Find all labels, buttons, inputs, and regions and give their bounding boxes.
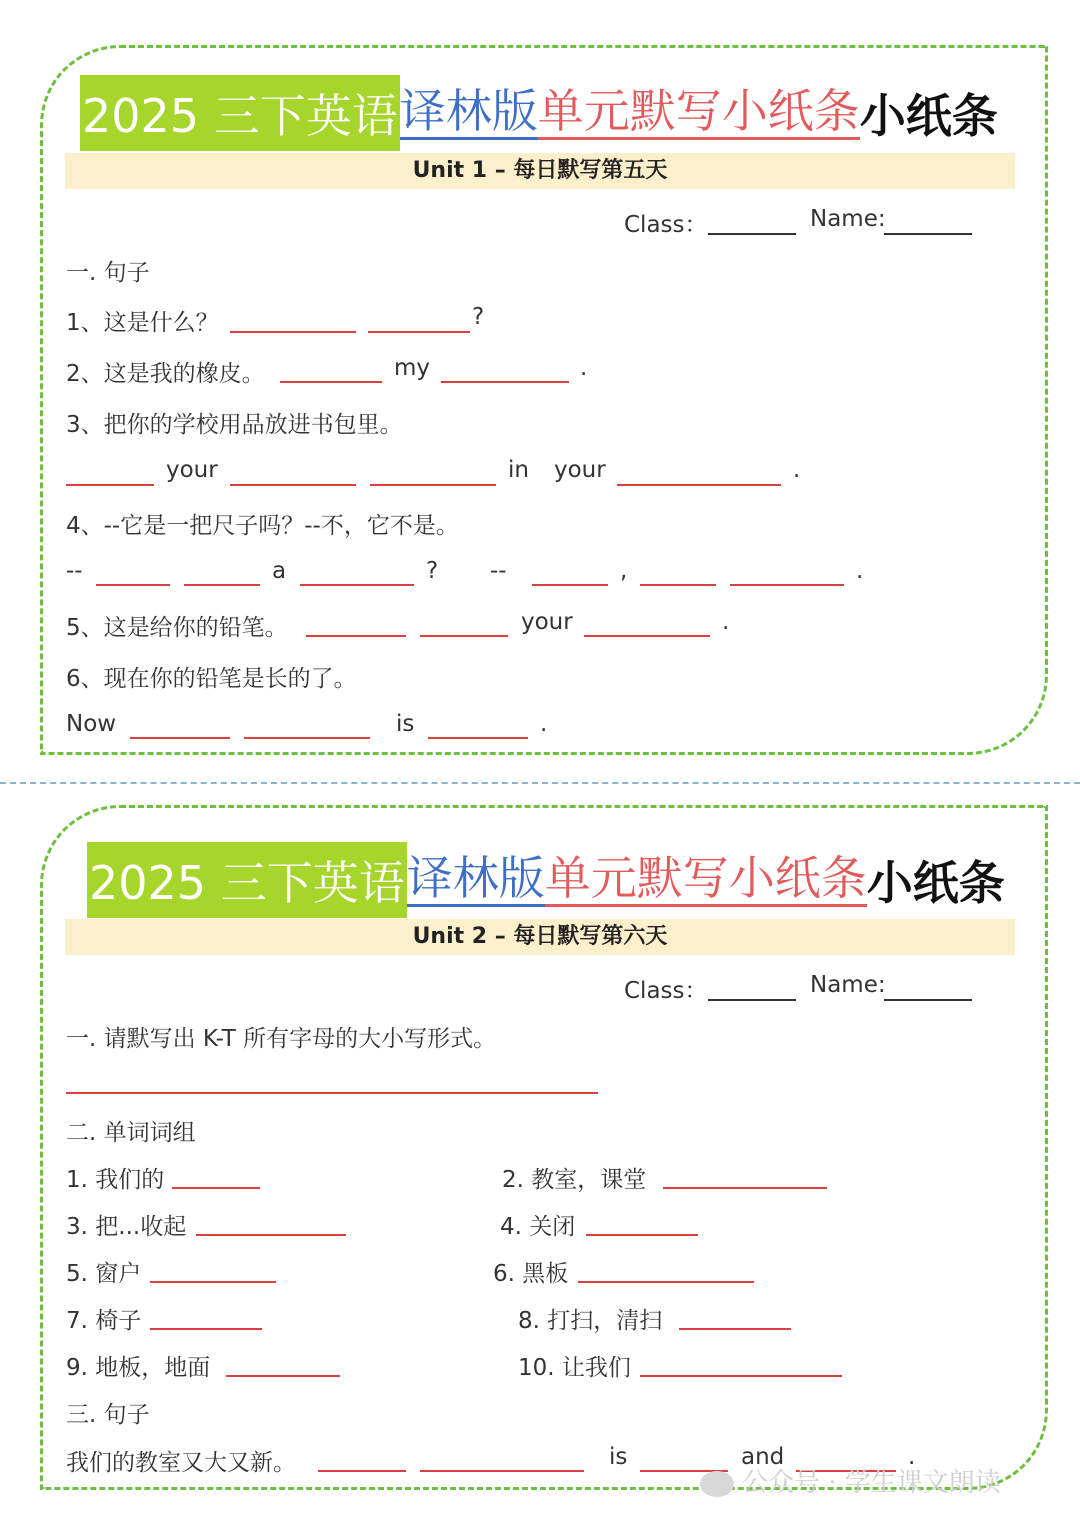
- answer-blank[interactable]: [640, 1375, 842, 1377]
- punctuation: .: [722, 609, 730, 635]
- answer-blank[interactable]: [663, 1187, 827, 1189]
- given-word: is: [396, 711, 415, 737]
- word-item: 2. 教室，课堂: [502, 1167, 647, 1193]
- given-word: your: [554, 457, 606, 483]
- answer-blank[interactable]: [226, 1375, 340, 1377]
- given-word: and: [741, 1444, 785, 1470]
- answer-blank[interactable]: [230, 331, 356, 333]
- title-edition: 译林版: [406, 851, 545, 906]
- answer-line[interactable]: [66, 1092, 598, 1094]
- title-series: 单元默写小纸条: [544, 851, 867, 906]
- answer-blank[interactable]: [306, 635, 406, 637]
- title-series: 单元默写小纸条: [537, 84, 860, 139]
- answer-blank[interactable]: [368, 331, 470, 333]
- word-item: 10. 让我们: [518, 1355, 631, 1381]
- question-1: 1、这是什么？: [66, 310, 219, 336]
- answer-blank[interactable]: [640, 584, 716, 586]
- answer-blank[interactable]: [730, 584, 844, 586]
- answer-blank[interactable]: [428, 737, 528, 739]
- answer-blank[interactable]: [230, 484, 356, 486]
- answer-blank[interactable]: [584, 635, 710, 637]
- word-item: 3. 把...收起: [66, 1214, 187, 1240]
- answer-blank[interactable]: [578, 1281, 754, 1283]
- answer-blank[interactable]: [420, 1470, 584, 1472]
- worksheet-card-unit1: [40, 45, 1048, 755]
- punctuation: .: [793, 457, 801, 483]
- punctuation: .: [856, 558, 864, 584]
- page-divider: [0, 782, 1080, 784]
- answer-blank[interactable]: [150, 1281, 276, 1283]
- sentence-prompt: 我们的教室又大又新。: [66, 1450, 296, 1476]
- word-item: 6. 黑板: [493, 1261, 569, 1287]
- answer-blank[interactable]: [441, 381, 569, 383]
- word-item: 1. 我们的: [66, 1167, 165, 1193]
- section-heading: 一. 请默写出 K-T 所有字母的大小写形式。: [66, 1026, 497, 1052]
- unit-banner: Unit 1 – 每日默写第五天: [65, 153, 1015, 189]
- answer-blank[interactable]: [679, 1328, 791, 1330]
- class-blank[interactable]: [708, 233, 796, 235]
- worksheet-title: [80, 75, 998, 151]
- punctuation: ?: [426, 558, 439, 584]
- title-year-grade: 2025 三下英语: [87, 842, 407, 918]
- worksheet-title: [87, 842, 1005, 918]
- title-suffix: 小纸条: [866, 856, 1005, 910]
- name-label: Name:: [810, 206, 886, 232]
- punctuation: .: [540, 711, 548, 737]
- question-4: 4、--它是一把尺子吗？--不，它不是。: [66, 513, 459, 539]
- dash: --: [490, 558, 507, 584]
- question-3: 3、把你的学校用品放进书包里。: [66, 412, 403, 438]
- given-word: in: [508, 457, 529, 483]
- unit-banner: Unit 2 – 每日默写第六天: [65, 919, 1015, 955]
- punctuation: .: [580, 355, 588, 381]
- word-item: 4. 关闭: [500, 1214, 576, 1240]
- answer-blank[interactable]: [280, 381, 382, 383]
- class-blank[interactable]: [708, 999, 796, 1001]
- given-word: a: [272, 558, 287, 584]
- dash: --: [66, 558, 83, 584]
- given-word: Now: [66, 711, 117, 737]
- watermark-text: 公众号 · 学生课文朗读: [742, 1468, 1001, 1498]
- name-blank[interactable]: [884, 999, 972, 1001]
- word-item: 5. 窗户: [66, 1261, 142, 1287]
- punctuation: .: [908, 1444, 916, 1470]
- answer-blank[interactable]: [617, 484, 781, 486]
- answer-blank[interactable]: [130, 737, 230, 739]
- answer-blank[interactable]: [150, 1328, 262, 1330]
- title-suffix: 小纸条: [859, 89, 998, 143]
- question-2: 2、这是我的橡皮。: [66, 361, 265, 387]
- answer-blank[interactable]: [318, 1470, 406, 1472]
- wechat-icon: [700, 1471, 734, 1497]
- answer-blank[interactable]: [66, 484, 154, 486]
- given-word: my: [394, 355, 431, 381]
- given-word: your: [166, 457, 218, 483]
- question-6: 6、现在你的铅笔是长的了。: [66, 666, 357, 692]
- answer-blank[interactable]: [420, 635, 508, 637]
- answer-blank[interactable]: [172, 1187, 260, 1189]
- name-label: Name:: [810, 972, 886, 998]
- answer-blank[interactable]: [532, 584, 608, 586]
- class-label: Class：: [624, 978, 708, 1004]
- section-heading: 三. 句子: [66, 1402, 150, 1428]
- answer-blank[interactable]: [370, 484, 496, 486]
- punctuation: ,: [620, 558, 628, 584]
- given-word: is: [609, 1444, 628, 1470]
- answer-blank[interactable]: [184, 584, 260, 586]
- question-5: 5、这是给你的铅笔。: [66, 615, 288, 641]
- word-item: 9. 地板，地面: [66, 1355, 211, 1381]
- word-item: 7. 椅子: [66, 1308, 142, 1334]
- answer-blank[interactable]: [300, 584, 414, 586]
- name-blank[interactable]: [884, 233, 972, 235]
- answer-blank[interactable]: [196, 1234, 346, 1236]
- section-heading: 一. 句子: [66, 260, 150, 286]
- answer-blank[interactable]: [244, 737, 370, 739]
- word-item: 8. 打扫，清扫: [518, 1308, 663, 1334]
- answer-blank[interactable]: [586, 1234, 698, 1236]
- answer-blank[interactable]: [96, 584, 170, 586]
- title-edition: 译林版: [399, 84, 538, 139]
- title-year-grade: 2025 三下英语: [80, 75, 400, 151]
- section-heading: 二. 单词词组: [66, 1120, 196, 1146]
- class-label: Class：: [624, 212, 708, 238]
- given-word: your: [521, 609, 573, 635]
- watermark: [700, 1462, 1001, 1499]
- punctuation: ?: [472, 304, 485, 330]
